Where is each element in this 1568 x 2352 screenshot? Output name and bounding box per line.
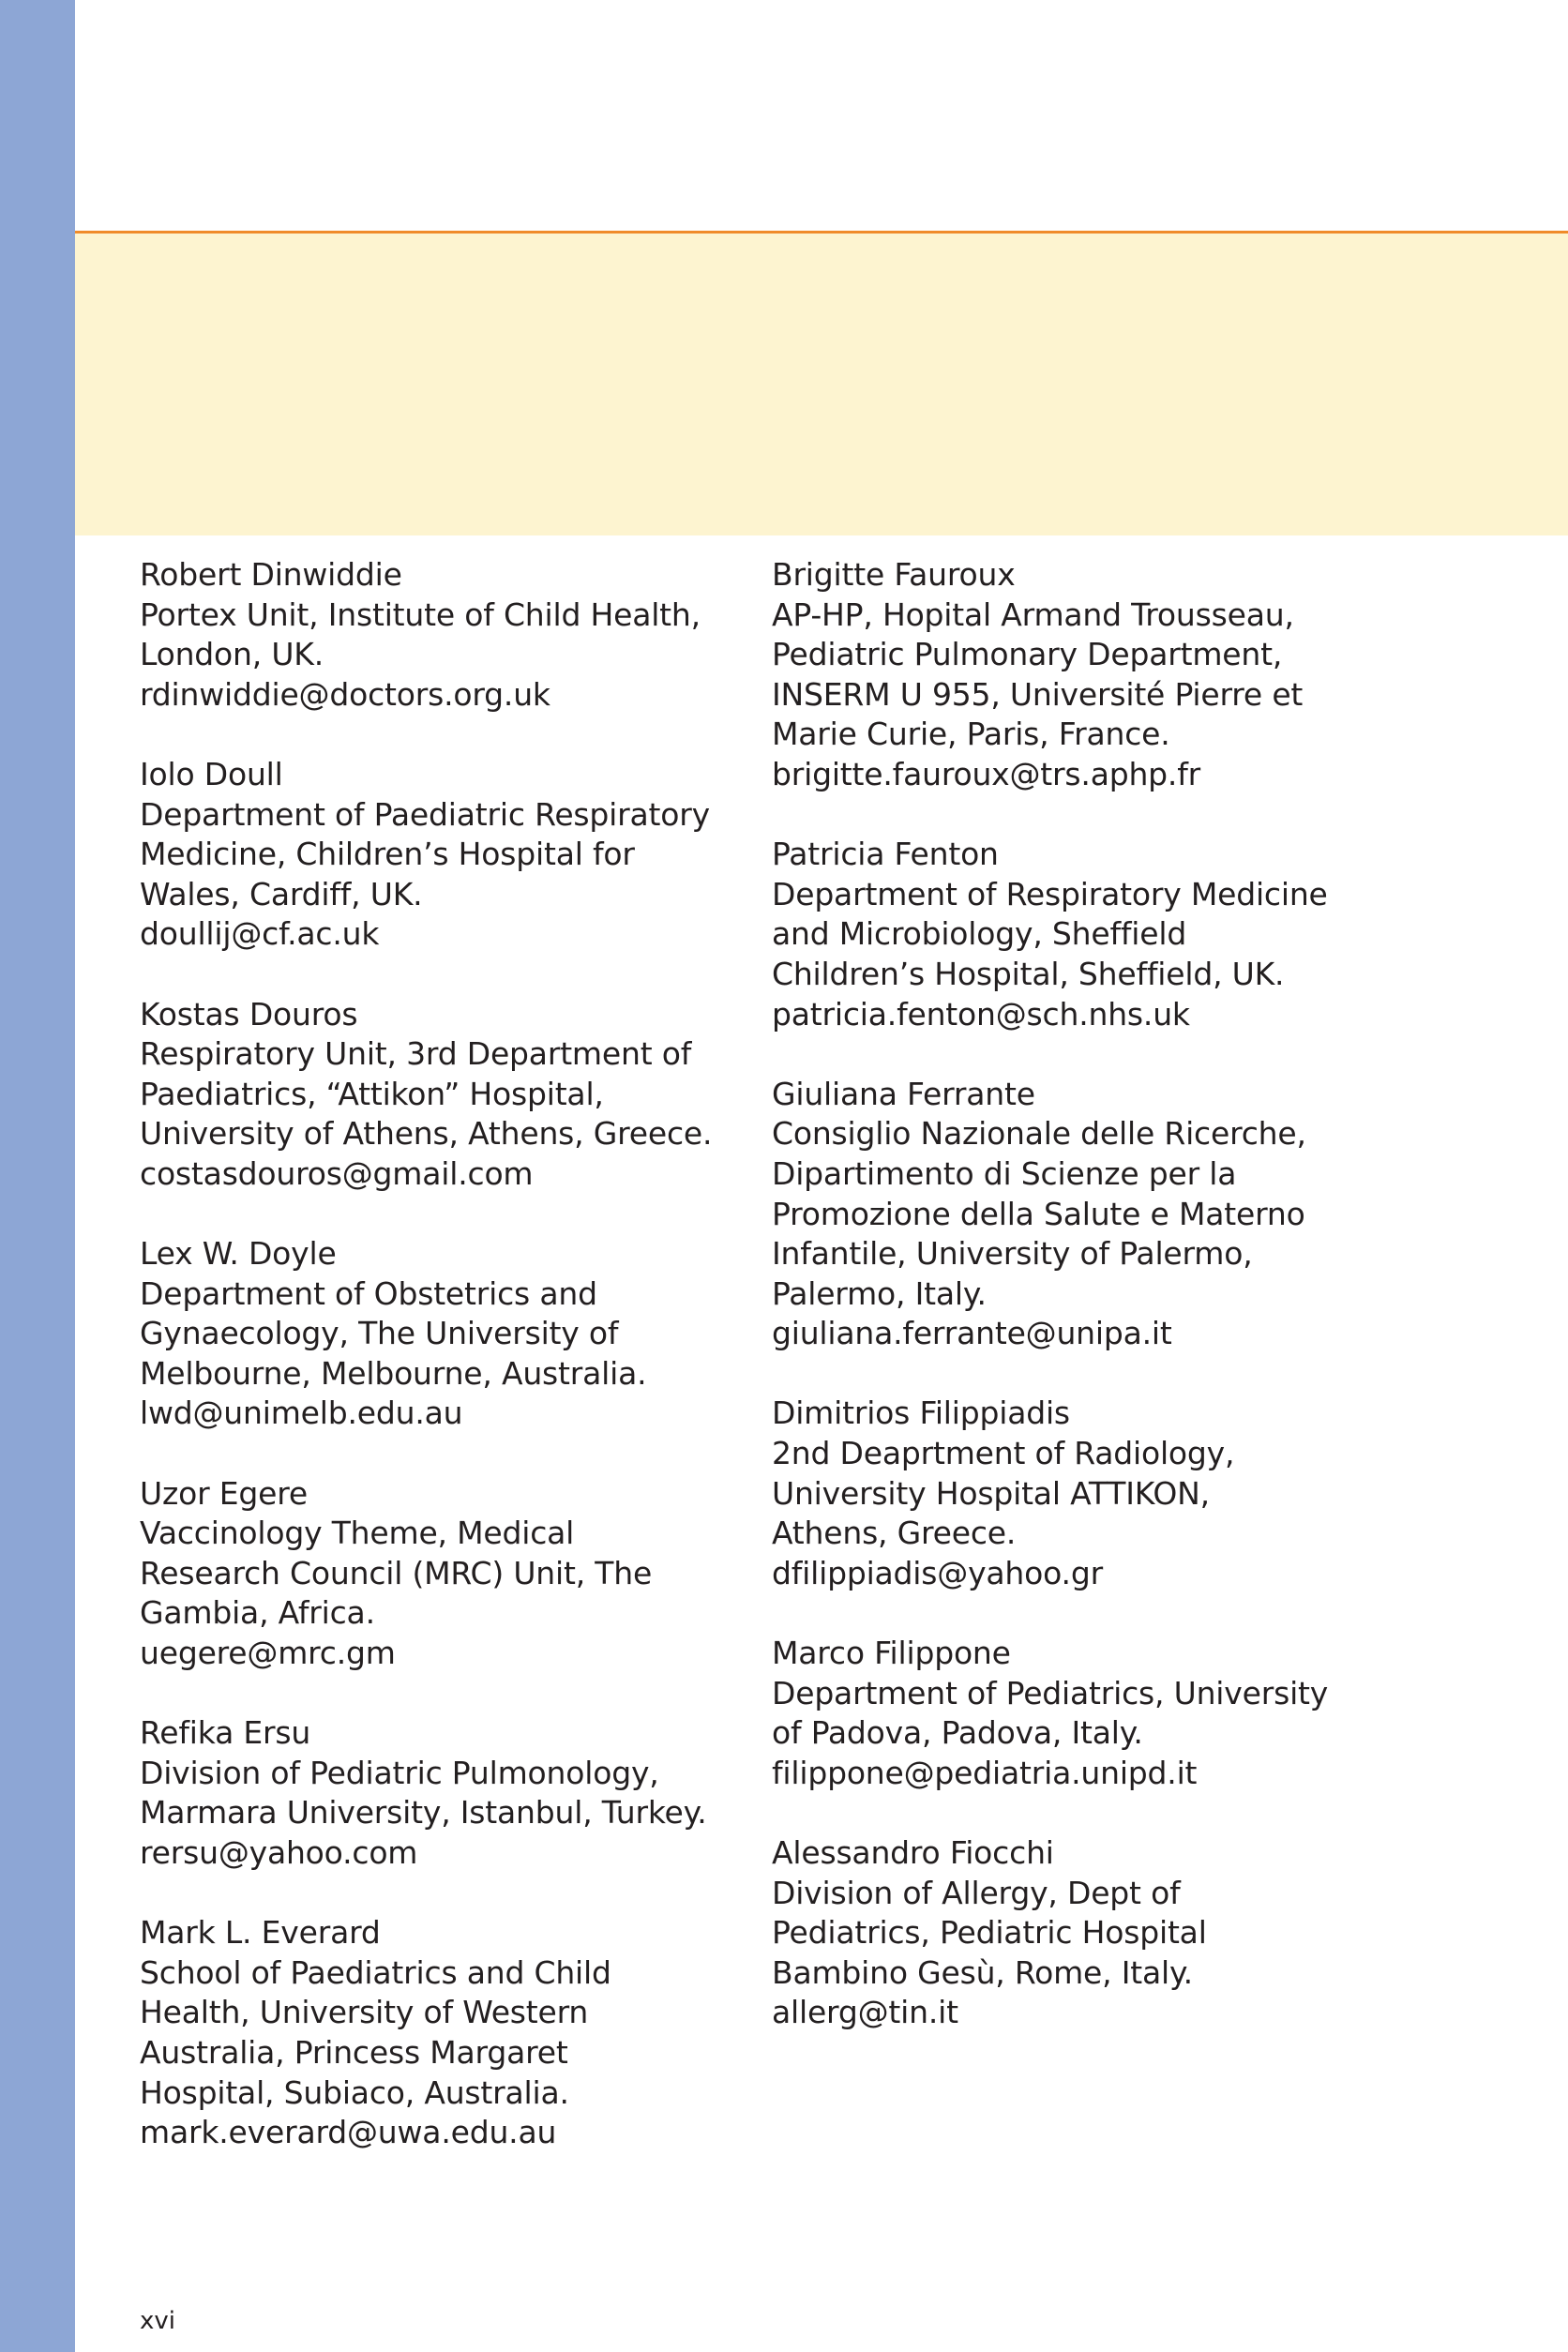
contributor-entry [772, 555, 1372, 795]
contributor-name: Patricia Fenton [772, 836, 999, 873]
contributor-entry [772, 1833, 1372, 2033]
contributor-affiliation-line: Dipartimento di Scienze per la [772, 1154, 1237, 1192]
contributor-entry [772, 1394, 1372, 1593]
contributor-affiliation-line: Infantile, University of Palermo, [772, 1235, 1253, 1273]
contributor-affiliation-line: Health, University of Western [140, 1994, 589, 2031]
contributor-affiliation-line: School of Paediatrics and Child [140, 1953, 611, 1991]
contributor-affiliation-line: University Hospital ATTIKON, [772, 1474, 1210, 1512]
contributor-email: rdinwiddie@doctors.org.uk [140, 675, 550, 713]
contributor-affiliation-line: Paediatrics, “Attikon” Hospital, [140, 1075, 604, 1112]
contributor-name: Marco Filippone [772, 1635, 1011, 1672]
contributor-affiliation-line: Respiratory Unit, 3rd Department of [140, 1035, 692, 1073]
contributor-affiliation-line: Gambia, Africa. [140, 1594, 375, 1632]
page-number: xvi [140, 2307, 175, 2335]
contributor-name: Kostas Douros [140, 995, 358, 1033]
contributor-name: Dimitrios Filippiadis [772, 1395, 1070, 1432]
contributor-email: filippone@pediatria.unipd.it [772, 1754, 1198, 1791]
contributor-email: patricia.fenton@sch.nhs.uk [772, 995, 1190, 1033]
contributor-affiliation-line: and Microbiology, Sheffield [772, 915, 1187, 953]
contributor-email: giuliana.ferrante@unipa.it [772, 1315, 1172, 1352]
contributor-entry [140, 755, 740, 955]
contributor-affiliation-line: of Padova, Padova, Italy. [772, 1714, 1143, 1752]
contributor-affiliation-line: Portex Unit, Institute of Child Health, [140, 596, 701, 633]
contributor-affiliation-line: Medicine, Children’s Hospital for [140, 836, 635, 873]
contributor-affiliation-line: Department of Respiratory Medicine [772, 875, 1328, 912]
contributors-right-column [772, 555, 1372, 2073]
contributor-affiliation-line: Vaccinology Theme, Medical [140, 1515, 575, 1552]
contributor-entry [140, 1713, 740, 1873]
contributor-entry [140, 1474, 740, 1674]
contributor-email: allerg@tin.it [772, 1994, 958, 2031]
contributor-affiliation-line: Consiglio Nazionale delle Ricerche, [772, 1115, 1306, 1153]
contributor-email: costasdouros@gmail.com [140, 1154, 534, 1192]
contributor-affiliation-line: 2nd Deaprtment of Radiology, [772, 1435, 1235, 1472]
contributor-affiliation-line: Marmara University, Istanbul, Turkey. [140, 1794, 707, 1832]
contributors-left-column [140, 555, 740, 2193]
contributor-affiliation-line: Research Council (MRC) Unit, The [140, 1554, 653, 1591]
contributor-affiliation-line: Palermo, Italy. [772, 1274, 987, 1312]
contributor-affiliation-line: Promozione della Salute e Materno [772, 1195, 1305, 1232]
contributor-name: Alessandro Fiocchi [772, 1834, 1054, 1871]
contributor-email: brigitte.fauroux@trs.aphp.fr [772, 755, 1200, 792]
contributor-affiliation-line: AP-HP, Hopital Armand Trousseau, [772, 596, 1294, 633]
contributor-affiliation-line: Department of Paediatric Respiratory [140, 795, 710, 833]
contributor-affiliation-line: Pediatrics, Pediatric Hospital [772, 1914, 1207, 1952]
contributor-affiliation-line: Marie Curie, Paris, France. [772, 716, 1170, 753]
contributor-affiliation-line: Division of Pediatric Pulmonology, [140, 1754, 659, 1791]
contributor-name: Mark L. Everard [140, 1914, 381, 1952]
contributor-name: Lex W. Doyle [140, 1235, 337, 1273]
contributor-email: mark.everard@uwa.edu.au [140, 2114, 557, 2151]
contributor-name: Iolo Doull [140, 755, 283, 792]
contributor-name: Uzor Egere [140, 1474, 308, 1512]
contributor-affiliation-line: London, UK. [140, 636, 324, 673]
contributor-email: lwd@unimelb.edu.au [140, 1395, 463, 1432]
contributor-entry [772, 835, 1372, 1034]
contributor-affiliation-line: Athens, Greece. [772, 1515, 1017, 1552]
contributor-email: uegere@mrc.gm [140, 1635, 396, 1672]
contributor-affiliation-line: Department of Pediatrics, University [772, 1674, 1329, 1711]
contributor-name: Refika Ersu [140, 1714, 311, 1752]
contributor-affiliation-line: Department of Obstetrics and [140, 1274, 597, 1312]
contributor-affiliation-line: Wales, Cardiff, UK. [140, 875, 423, 912]
contributor-affiliation-line: Bambino Gesù, Rome, Italy. [772, 1953, 1193, 1991]
contributor-entry [140, 1913, 740, 2153]
contributor-entry [772, 1075, 1372, 1354]
contributor-affiliation-line: Melbourne, Melbourne, Australia. [140, 1354, 647, 1392]
contributor-name: Brigitte Fauroux [772, 556, 1016, 593]
contributor-entry [140, 1234, 740, 1434]
contributor-affiliation-line: INSERM U 955, Université Pierre et [772, 675, 1304, 713]
contributor-entry [140, 555, 740, 715]
header-band [75, 234, 1568, 535]
contributor-entry [772, 1634, 1372, 1793]
contributor-affiliation-line: Division of Allergy, Dept of [772, 1874, 1181, 1911]
contributor-affiliation-line: Gynaecology, The University of [140, 1315, 619, 1352]
contributor-affiliation-line: Hospital, Subiaco, Australia. [140, 2073, 569, 2111]
contributor-affiliation-line: Australia, Princess Margaret [140, 2033, 568, 2071]
contributor-affiliation-line: Pediatric Pulmonary Department, [772, 636, 1283, 673]
contributor-name: Giuliana Ferrante [772, 1075, 1035, 1112]
contributor-affiliation-line: University of Athens, Athens, Greece. [140, 1115, 713, 1153]
contributor-affiliation-line: Children’s Hospital, Sheffield, UK. [772, 955, 1285, 992]
contributor-name: Robert Dinwiddie [140, 556, 402, 593]
contributor-email: rersu@yahoo.com [140, 1834, 418, 1871]
contributor-entry [140, 995, 740, 1195]
contributor-email: dfilippiadis@yahoo.gr [772, 1554, 1103, 1591]
side-color-bar [0, 0, 75, 2352]
contributor-email: doullij@cf.ac.uk [140, 915, 380, 953]
